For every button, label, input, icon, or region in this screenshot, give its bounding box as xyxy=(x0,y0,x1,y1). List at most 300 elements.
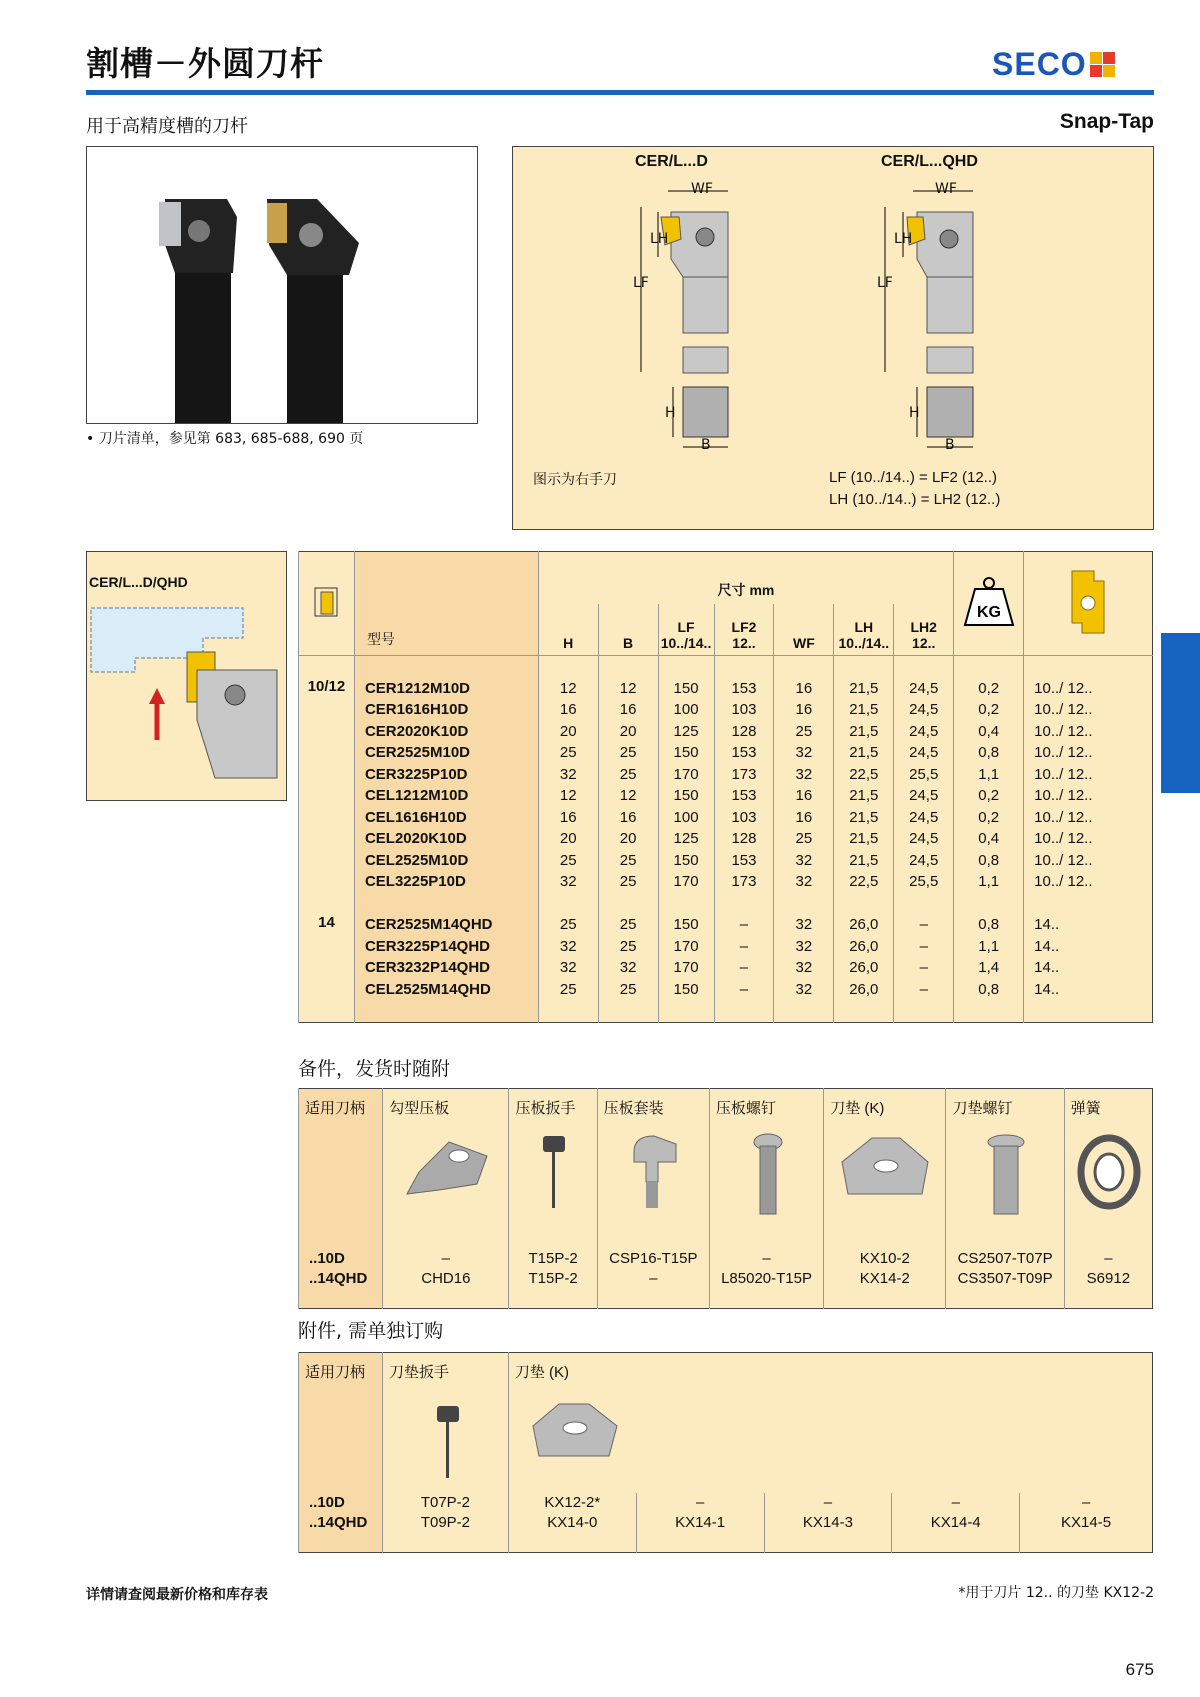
model-code: CER1616H10D xyxy=(354,699,538,721)
spares-header-2 xyxy=(509,1089,597,1229)
cell-value: 25 xyxy=(598,742,658,764)
part-code: T15P-2 xyxy=(509,1249,597,1269)
formula-lf: LF (10../14..) = LF2 (12..) xyxy=(829,469,997,486)
cell-value: 103 xyxy=(714,699,774,721)
cell-value: 21,5 xyxy=(834,828,894,850)
model-code: CEL2020K10D xyxy=(354,828,538,850)
cell-value: – xyxy=(714,936,774,958)
cell-value: 25 xyxy=(538,914,598,936)
cell-value: 26,0 xyxy=(834,936,894,958)
torx-key-icon xyxy=(427,1402,467,1482)
product-photo xyxy=(86,146,478,424)
diagram-label-qhd: CER/L...QHD xyxy=(881,153,978,170)
cell-value: – xyxy=(894,914,954,936)
cell-value: 22,5 xyxy=(834,764,894,786)
formula-lh: LH (10../14..) = LH2 (12..) xyxy=(829,491,1001,508)
part-code: KX14-2 xyxy=(824,1269,946,1289)
cell-value: 153 xyxy=(714,785,774,807)
cell-value: 150 xyxy=(658,678,714,700)
part-code: KX12-2* xyxy=(508,1493,636,1513)
header-rule xyxy=(86,90,1154,95)
section-tab xyxy=(1161,633,1200,793)
spares-title: 备件，发货时随附 xyxy=(298,1058,451,1080)
cell-value: 32 xyxy=(774,850,834,872)
cell-value: 10../ 12.. xyxy=(1024,871,1153,893)
table-row xyxy=(299,957,1153,979)
model-code: CEL3225P10D xyxy=(354,871,538,893)
footnote: *用于刀片 12.. 的刀垫 KX12-2 xyxy=(958,1585,1154,1601)
dim-lh-1: LH xyxy=(650,231,669,247)
holder-table xyxy=(298,551,1153,1023)
part-code: – xyxy=(383,1249,509,1269)
insert-size-cell xyxy=(299,807,355,829)
table-row xyxy=(299,1269,1153,1289)
col-header-sub: 10../14.. xyxy=(660,635,712,651)
acc-header-holder: 适用刀柄 xyxy=(299,1353,383,1493)
drawing-d xyxy=(641,191,728,447)
part-code: KX14-0 xyxy=(508,1513,636,1533)
part-code: – xyxy=(636,1493,764,1513)
part-code: – xyxy=(764,1493,892,1513)
cell-value: – xyxy=(714,914,774,936)
holder-type: ..14QHD xyxy=(299,1269,383,1289)
table-row xyxy=(299,699,1153,721)
model-code: CER3225P10D xyxy=(354,764,538,786)
cell-value: 32 xyxy=(598,957,658,979)
part-code: KX14-3 xyxy=(764,1513,892,1533)
cell-value: 100 xyxy=(658,807,714,829)
cell-value: – xyxy=(894,979,954,1001)
part-code: KX10-2 xyxy=(824,1249,946,1269)
cell-value: 21,5 xyxy=(834,721,894,743)
part-code: T07P-2 xyxy=(382,1493,508,1513)
cell-value: 12 xyxy=(538,678,598,700)
dim-lf-1: LF xyxy=(633,275,649,291)
table-row xyxy=(299,1493,1153,1513)
table-row xyxy=(299,1249,1153,1269)
col-header-h xyxy=(538,604,598,656)
cell-value: 32 xyxy=(538,957,598,979)
insert-size-cell xyxy=(299,764,355,786)
holder-type: ..14QHD xyxy=(299,1513,383,1533)
clamp-screw-icon xyxy=(716,1132,819,1222)
model-header: 型号 xyxy=(354,552,538,656)
table-row xyxy=(299,742,1153,764)
cell-value: 25 xyxy=(598,979,658,1001)
cell-value: 16 xyxy=(598,699,658,721)
page-number: 675 xyxy=(1125,1660,1154,1679)
part-code: – xyxy=(1020,1493,1153,1513)
cell-value: 14.. xyxy=(1024,957,1153,979)
cell-value: 16 xyxy=(538,807,598,829)
table-row xyxy=(299,807,1153,829)
dim-lf-2: LF xyxy=(877,275,893,291)
cell-value: 14.. xyxy=(1024,936,1153,958)
side-label: CER/L...D/QHD xyxy=(89,574,188,590)
table-row xyxy=(299,764,1153,786)
cell-value: 32 xyxy=(774,764,834,786)
col-header-label: LF xyxy=(677,619,695,635)
cell-value: – xyxy=(894,957,954,979)
col-header-sub: 10../14.. xyxy=(838,635,890,651)
brand-name: SECO xyxy=(992,46,1087,82)
cell-value: 21,5 xyxy=(834,807,894,829)
cell-value: 16 xyxy=(598,807,658,829)
spares-header-4 xyxy=(709,1089,823,1229)
cell-value: 125 xyxy=(658,828,714,850)
cell-value: 21,5 xyxy=(834,678,894,700)
table-row xyxy=(299,871,1153,893)
cell-value: 24,5 xyxy=(894,678,954,700)
cell-value: 0,8 xyxy=(954,914,1024,936)
application-diagram xyxy=(86,551,287,801)
model-code: CER2020K10D xyxy=(354,721,538,743)
insert-header xyxy=(1024,552,1153,656)
insert-size-cell xyxy=(299,742,355,764)
cell-value: 128 xyxy=(714,828,774,850)
cell-value: 32 xyxy=(538,871,598,893)
table-row xyxy=(299,936,1153,958)
cell-value: 20 xyxy=(538,828,598,850)
acc-header-wrench xyxy=(382,1353,508,1493)
part-code: S6912 xyxy=(1064,1269,1152,1289)
insert-size-icon xyxy=(309,582,343,622)
cell-value: 0,8 xyxy=(954,850,1024,872)
dim-lh-2: LH xyxy=(894,231,913,247)
dimensions-header: 尺寸 mm xyxy=(538,552,953,604)
spares-header-label: 刀垫 (K) xyxy=(830,1100,885,1117)
col-header-label: B xyxy=(623,635,634,651)
dim-h-1: H xyxy=(665,405,676,421)
spares-table xyxy=(298,1088,1153,1309)
cell-value: 150 xyxy=(658,742,714,764)
model-code: CEL1212M10D xyxy=(354,785,538,807)
logo-squares-icon xyxy=(1090,52,1116,78)
dim-wf-1: WF xyxy=(691,181,713,197)
cell-value: 24,5 xyxy=(894,828,954,850)
col-header-lh2 xyxy=(894,604,954,656)
cell-value: 16 xyxy=(774,678,834,700)
accessories-title: 附件, 需单独订购 xyxy=(298,1320,444,1342)
insert-size-cell xyxy=(299,957,355,979)
spares-header-label: 压板螺钉 xyxy=(715,1100,776,1117)
cell-value: 150 xyxy=(658,914,714,936)
cell-value: 32 xyxy=(774,871,834,893)
shim-icon xyxy=(529,1396,619,1466)
col-header-label: LH2 xyxy=(910,619,937,635)
cell-value: 25 xyxy=(774,721,834,743)
cell-value: 10../ 12.. xyxy=(1024,699,1153,721)
spares-header-label: 压板套装 xyxy=(603,1100,664,1117)
part-code: L85020-T15P xyxy=(709,1269,823,1289)
col-header-label: WF xyxy=(792,635,815,651)
cell-value: 1,1 xyxy=(954,936,1024,958)
part-code: – xyxy=(892,1493,1020,1513)
cell-value: 24,5 xyxy=(894,699,954,721)
cell-value: 16 xyxy=(774,807,834,829)
cell-value: 153 xyxy=(714,678,774,700)
cell-value: 21,5 xyxy=(834,699,894,721)
shim-icon xyxy=(830,1132,941,1206)
cell-value: 10../ 12.. xyxy=(1024,721,1153,743)
cell-value: 100 xyxy=(658,699,714,721)
col-header-b xyxy=(598,604,658,656)
cell-value: 0,8 xyxy=(954,979,1024,1001)
diagram-label-d: CER/L...D xyxy=(635,153,708,170)
cell-value: 10../ 12.. xyxy=(1024,850,1153,872)
dimension-diagram xyxy=(512,146,1154,530)
part-code: KX14-1 xyxy=(636,1513,764,1533)
spares-header-label: 适用刀柄 xyxy=(305,1100,366,1117)
col-header-lh xyxy=(834,604,894,656)
cell-value: 170 xyxy=(658,871,714,893)
cell-value: 0,4 xyxy=(954,721,1024,743)
cell-value: 16 xyxy=(774,699,834,721)
cell-value: 32 xyxy=(774,936,834,958)
spares-header-0 xyxy=(299,1089,383,1229)
spares-header-label: 刀垫螺钉 xyxy=(952,1100,1013,1117)
cell-value: 10../ 12.. xyxy=(1024,678,1153,700)
dim-b-1: B xyxy=(701,437,711,453)
cell-value: 32 xyxy=(774,742,834,764)
clamp-wrench-icon xyxy=(515,1132,592,1216)
cell-value: 26,0 xyxy=(834,957,894,979)
cell-value: 153 xyxy=(714,850,774,872)
part-code: CS3507-T09P xyxy=(946,1269,1064,1289)
spares-header-6 xyxy=(946,1089,1064,1229)
model-code: CER1212M10D xyxy=(354,678,538,700)
part-code: CSP16-T15P xyxy=(597,1249,709,1269)
cell-value: 150 xyxy=(658,850,714,872)
col-header-sub: 12.. xyxy=(732,635,756,651)
cell-value: 26,0 xyxy=(834,914,894,936)
part-code: – xyxy=(597,1269,709,1289)
cell-value: 0,8 xyxy=(954,742,1024,764)
cell-value: 32 xyxy=(774,914,834,936)
col-header-wf xyxy=(774,604,834,656)
cell-value: 125 xyxy=(658,721,714,743)
clamp-set-icon xyxy=(604,1132,705,1216)
dim-wf-2: WF xyxy=(935,181,957,197)
cell-value: 20 xyxy=(538,721,598,743)
cell-value: 0,2 xyxy=(954,785,1024,807)
cell-value: 24,5 xyxy=(894,807,954,829)
cell-value: – xyxy=(714,979,774,1001)
part-code: T15P-2 xyxy=(509,1269,597,1289)
diagram-caption: 图示为右手刀 xyxy=(533,472,617,488)
subtitle: 用于高精度槽的刀杆 xyxy=(86,116,248,137)
holder-type: ..10D xyxy=(299,1493,383,1513)
cell-value: 25 xyxy=(598,850,658,872)
holder-drawings xyxy=(513,177,1153,477)
cell-value: 128 xyxy=(714,721,774,743)
table-row xyxy=(299,678,1153,700)
col-header-lf2 xyxy=(714,604,774,656)
weight-icon xyxy=(961,573,1017,631)
spares-header-1 xyxy=(383,1089,509,1229)
insert-size-cell xyxy=(299,828,355,850)
part-code: – xyxy=(709,1249,823,1269)
kg-label: KG xyxy=(976,603,1001,621)
col-header-label: H xyxy=(563,635,574,651)
cell-value: 12 xyxy=(598,785,658,807)
cell-value: 150 xyxy=(658,979,714,1001)
part-code: T09P-2 xyxy=(382,1513,508,1533)
spares-header-7 xyxy=(1064,1089,1152,1229)
insert-size-cell xyxy=(299,850,355,872)
table-row xyxy=(299,914,1153,936)
insert-icon xyxy=(1066,567,1110,637)
cell-value: 10../ 12.. xyxy=(1024,785,1153,807)
table-row xyxy=(299,785,1153,807)
workpiece-drawing xyxy=(87,600,286,800)
cell-value: 25 xyxy=(598,871,658,893)
part-code: KX14-5 xyxy=(1020,1513,1153,1533)
cell-value: 10../ 12.. xyxy=(1024,742,1153,764)
cell-value: 25,5 xyxy=(894,871,954,893)
col-header-sub: 12.. xyxy=(912,635,936,651)
cell-value: 25 xyxy=(598,914,658,936)
cell-value: 170 xyxy=(658,764,714,786)
footer-note: 详情请查阅最新价格和库存表 xyxy=(86,1587,268,1603)
cell-value: 32 xyxy=(774,979,834,1001)
insert-size-icon-cell xyxy=(299,552,355,656)
cell-value: 1,1 xyxy=(954,764,1024,786)
insert-size-cell: 14 xyxy=(299,914,355,936)
cell-value: 0,2 xyxy=(954,699,1024,721)
part-code: CHD16 xyxy=(383,1269,509,1289)
table-row xyxy=(299,850,1153,872)
cell-value: 0,2 xyxy=(954,807,1024,829)
cell-value: 10../ 12.. xyxy=(1024,764,1153,786)
cell-value: 21,5 xyxy=(834,850,894,872)
cell-value: 25 xyxy=(598,936,658,958)
insert-size-cell xyxy=(299,699,355,721)
spares-header-label: 压板扳手 xyxy=(515,1100,576,1117)
model-code: CEL2525M10D xyxy=(354,850,538,872)
cell-value: 32 xyxy=(538,764,598,786)
model-code: CER3225P14QHD xyxy=(354,936,538,958)
model-code: CEL1616H10D xyxy=(354,807,538,829)
insert-size-cell xyxy=(299,721,355,743)
model-code: CER2525M14QHD xyxy=(354,914,538,936)
acc-shim-label: 刀垫 (K) xyxy=(514,1364,570,1381)
cell-value: 25 xyxy=(774,828,834,850)
accessories-table xyxy=(298,1352,1153,1553)
drawing-qhd xyxy=(885,191,973,447)
cell-value: 25 xyxy=(598,764,658,786)
dim-b-2: B xyxy=(945,437,955,453)
insert-size-cell: 10/12 xyxy=(299,678,355,700)
cell-value: 24,5 xyxy=(894,742,954,764)
insert-note: • 刀片清单，参见第 683, 685-688, 690 页 xyxy=(86,431,364,447)
acc-wrench-label: 刀垫扳手 xyxy=(388,1364,449,1381)
table-row xyxy=(299,721,1153,743)
cell-value: 103 xyxy=(714,807,774,829)
cell-value: 12 xyxy=(598,678,658,700)
part-code: – xyxy=(1064,1249,1152,1269)
cell-value: – xyxy=(714,957,774,979)
cell-value: 21,5 xyxy=(834,785,894,807)
cell-value: 0,4 xyxy=(954,828,1024,850)
cell-value: 0,2 xyxy=(954,678,1024,700)
cell-value: 24,5 xyxy=(894,785,954,807)
cell-value: 1,1 xyxy=(954,871,1024,893)
spares-header-label: 弹簧 xyxy=(1070,1100,1101,1117)
cell-value: 173 xyxy=(714,764,774,786)
part-code: CS2507-T07P xyxy=(946,1249,1064,1269)
cell-value: 14.. xyxy=(1024,979,1153,1001)
cell-value: 153 xyxy=(714,742,774,764)
cell-value: 26,0 xyxy=(834,979,894,1001)
cell-value: 32 xyxy=(538,936,598,958)
page-title: 割槽－外圆刀杆 xyxy=(86,44,324,83)
insert-size-cell xyxy=(299,871,355,893)
cell-value: 16 xyxy=(774,785,834,807)
cell-value: 10../ 12.. xyxy=(1024,828,1153,850)
cell-value: 12 xyxy=(538,785,598,807)
cell-value: 21,5 xyxy=(834,742,894,764)
cell-value: 20 xyxy=(598,721,658,743)
cell-value: 173 xyxy=(714,871,774,893)
cell-value: 25 xyxy=(538,979,598,1001)
model-code: CER2525M10D xyxy=(354,742,538,764)
part-code: KX14-4 xyxy=(892,1513,1020,1533)
table-row xyxy=(299,828,1153,850)
cell-value: 24,5 xyxy=(894,850,954,872)
insert-size-cell xyxy=(299,785,355,807)
spares-header-5 xyxy=(824,1089,946,1229)
spring-icon xyxy=(1071,1132,1148,1216)
table-row xyxy=(299,979,1153,1001)
cell-value: 25 xyxy=(538,850,598,872)
cell-value: 10../ 12.. xyxy=(1024,807,1153,829)
cell-value: 16 xyxy=(538,699,598,721)
cell-value: 25 xyxy=(538,742,598,764)
model-code: CER3232P14QHD xyxy=(354,957,538,979)
toolholder-photo xyxy=(87,147,477,423)
cell-value: 22,5 xyxy=(834,871,894,893)
spares-header-label: 勾型压板 xyxy=(389,1100,450,1117)
cell-value: 32 xyxy=(774,957,834,979)
cell-value: 170 xyxy=(658,957,714,979)
system-name: Snap-Tap xyxy=(1059,110,1154,133)
cell-value: 14.. xyxy=(1024,914,1153,936)
acc-header-shim xyxy=(508,1353,1152,1493)
cell-value: 1,4 xyxy=(954,957,1024,979)
cell-value: – xyxy=(894,936,954,958)
weight-header xyxy=(954,552,1024,656)
seco-logo xyxy=(992,46,1116,83)
hook-clamp-icon xyxy=(389,1132,504,1206)
cell-value: 24,5 xyxy=(894,721,954,743)
col-header-label: LH xyxy=(854,619,874,635)
spares-header-3 xyxy=(597,1089,709,1229)
shim-screw-icon xyxy=(952,1132,1059,1222)
dim-h-2: H xyxy=(909,405,920,421)
col-header-lf xyxy=(658,604,714,656)
cell-value: 150 xyxy=(658,785,714,807)
model-code: CEL2525M14QHD xyxy=(354,979,538,1001)
cell-value: 170 xyxy=(658,936,714,958)
insert-size-cell xyxy=(299,936,355,958)
col-header-label: LF2 xyxy=(731,619,757,635)
cell-value: 20 xyxy=(598,828,658,850)
insert-size-cell xyxy=(299,979,355,1001)
cell-value: 25,5 xyxy=(894,764,954,786)
table-row xyxy=(299,1513,1153,1533)
holder-type: ..10D xyxy=(299,1249,383,1269)
